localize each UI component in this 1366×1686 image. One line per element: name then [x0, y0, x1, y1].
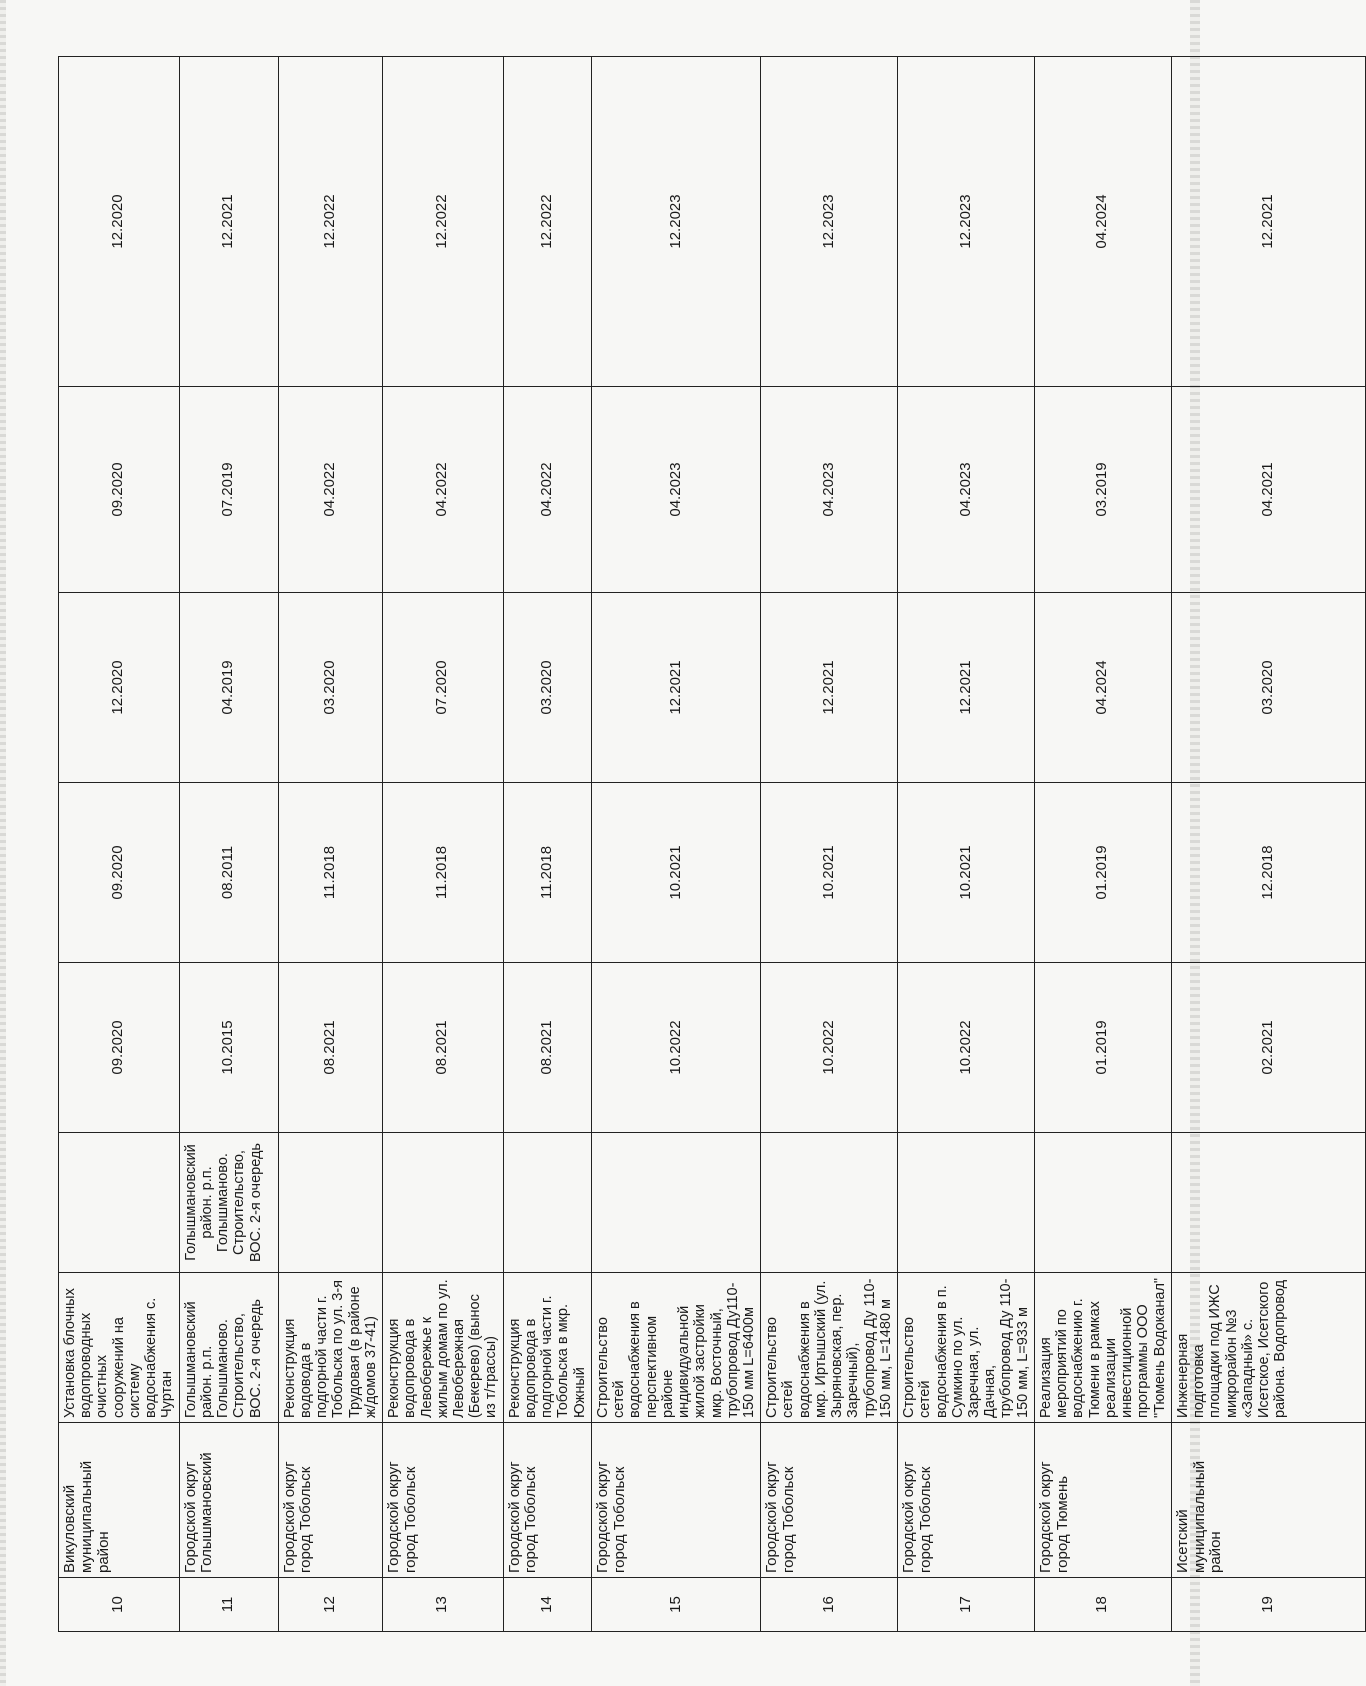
project-name-cell: Реконструкция водовода в подгорной части г. Тобольска по ул. 3-я Трудовая (в районе ж/домов 37-41)	[278, 1273, 382, 1423]
date-cell-2: 12.2018	[1171, 783, 1365, 963]
date-cell-5: 12.2023	[898, 57, 1035, 387]
row-number: 13	[383, 1578, 504, 1632]
municipality-cell: Городской округ город Тюмень	[1034, 1423, 1171, 1578]
project-name-cell: Реконструкция водопровода в подгорной части г. Тобольска в мкр. Южный	[503, 1273, 591, 1423]
project-name-cell: Реализация мероприятий по водоснабжению г. Тюмени в рамках реализации инвестиционной программы ООО "Тюмень Водоканал"	[1034, 1273, 1171, 1423]
table-body	[59, 57, 1366, 1632]
date-cell-4: 04.2023	[761, 387, 898, 593]
date-cell-2: 11.2018	[278, 783, 382, 963]
row-number: 19	[1171, 1578, 1365, 1632]
row-number: 14	[503, 1578, 591, 1632]
date-cell-5: 12.2021	[1171, 57, 1365, 387]
date-cell-5: 12.2020	[59, 57, 180, 387]
date-cell-5: 12.2022	[503, 57, 591, 387]
date-cell-2: 08.2011	[179, 783, 278, 963]
table-row	[383, 57, 504, 1632]
table-row	[278, 57, 382, 1632]
project-name-cell: Строительство сетей водоснабжения в п. Сумкино по ул. Заречная, ул. Дачная, трубопровод Ду 110-150 мм, L=933 м	[898, 1273, 1035, 1423]
municipality-cell: Городской округ город Тобольск	[383, 1423, 504, 1578]
federal-project-cell	[503, 1133, 591, 1273]
date-cell-4: 04.2023	[591, 387, 760, 593]
date-cell-1: 10.2022	[761, 963, 898, 1133]
date-cell-3: 12.2021	[591, 593, 760, 783]
date-cell-2: 10.2021	[898, 783, 1035, 963]
rotated-table-container	[58, 57, 1289, 1632]
row-number: 16	[761, 1578, 898, 1632]
federal-project-cell	[59, 1133, 180, 1273]
date-cell-3: 07.2020	[383, 593, 504, 783]
date-cell-3: 12.2021	[898, 593, 1035, 783]
date-cell-3: 03.2020	[503, 593, 591, 783]
date-cell-1: 09.2020	[59, 963, 180, 1133]
federal-project-cell: Голышмановский район. р.п. Голышманово. Строительство, ВОС. 2-я очередь	[179, 1133, 278, 1273]
municipality-cell: Городской округ город Тобольск	[761, 1423, 898, 1578]
date-cell-3: 03.2020	[278, 593, 382, 783]
federal-project-cell	[1034, 1133, 1171, 1273]
project-name-cell: Реконструкция водопровода в Левобережье к жилым домам по ул. Левобережная (Бекерево) (вынос из т/трассы)	[383, 1273, 504, 1423]
date-cell-5: 04.2024	[1034, 57, 1171, 387]
table-row	[761, 57, 898, 1632]
date-cell-2: 11.2018	[383, 783, 504, 963]
date-cell-3: 03.2020	[1171, 593, 1365, 783]
row-number: 11	[179, 1578, 278, 1632]
date-cell-5: 12.2022	[383, 57, 504, 387]
table-row	[591, 57, 760, 1632]
date-cell-4: 04.2022	[503, 387, 591, 593]
municipality-cell: Исетский муниципальный район	[1171, 1423, 1365, 1578]
federal-project-cell	[278, 1133, 382, 1273]
date-cell-4: 09.2020	[59, 387, 180, 593]
date-cell-5: 12.2021	[179, 57, 278, 387]
table-row	[1171, 57, 1365, 1632]
federal-project-cell	[761, 1133, 898, 1273]
date-cell-2: 11.2018	[503, 783, 591, 963]
row-number: 18	[1034, 1578, 1171, 1632]
date-cell-2: 10.2021	[761, 783, 898, 963]
date-cell-1: 10.2015	[179, 963, 278, 1133]
date-cell-1: 08.2021	[383, 963, 504, 1133]
municipality-cell: Викуловский муниципальный район	[59, 1423, 180, 1578]
date-cell-4: 04.2022	[383, 387, 504, 593]
municipality-cell: Городской округ город Тобольск	[898, 1423, 1035, 1578]
table-row	[59, 57, 180, 1632]
date-cell-2: 10.2021	[591, 783, 760, 963]
table-row	[1034, 57, 1171, 1632]
date-cell-5: 12.2022	[278, 57, 382, 387]
date-cell-4: 04.2021	[1171, 387, 1365, 593]
federal-project-cell	[591, 1133, 760, 1273]
project-name-cell: Строительство сетей водоснабжения в мкр. Иртышский (ул. Зыряновская, пер. Заречный), трубопровод Ду 110-150 мм, L=1480 м	[761, 1273, 898, 1423]
date-cell-3: 12.2021	[761, 593, 898, 783]
row-number: 10	[59, 1578, 180, 1632]
row-number: 15	[591, 1578, 760, 1632]
project-name-cell: Инженерная подготовка площадки под ИЖС микрорайон №3 «Западный» с. Исетское, Исетского района. Водопровод	[1171, 1273, 1365, 1423]
date-cell-5: 12.2023	[761, 57, 898, 387]
row-number: 12	[278, 1578, 382, 1632]
project-name-cell: Строительство сетей водоснабжения в перспективном районе индивидуальной жилой застройки мкр. Восточный, трубопровод Ду110-150 мм L=6400м	[591, 1273, 760, 1423]
municipality-cell: Городской округ город Тобольск	[503, 1423, 591, 1578]
date-cell-1: 01.2019	[1034, 963, 1171, 1133]
federal-project-cell	[898, 1133, 1035, 1273]
table-row	[179, 57, 278, 1632]
date-cell-1: 08.2021	[278, 963, 382, 1133]
scan-edge-left	[0, 0, 6, 1686]
project-name-cell: Голышмановский район. р.п. Голышманово. Строительство, ВОС. 2-я очередь	[179, 1273, 278, 1423]
projects-table	[58, 56, 1366, 1632]
federal-project-cell	[383, 1133, 504, 1273]
date-cell-2: 01.2019	[1034, 783, 1171, 963]
date-cell-1: 10.2022	[898, 963, 1035, 1133]
table-row	[898, 57, 1035, 1632]
municipality-cell: Городской округ город Тобольск	[591, 1423, 760, 1578]
municipality-cell: Городской округ Голышмановский	[179, 1423, 278, 1578]
federal-project-cell	[1171, 1133, 1365, 1273]
date-cell-3: 04.2019	[179, 593, 278, 783]
date-cell-4: 04.2022	[278, 387, 382, 593]
date-cell-3: 12.2020	[59, 593, 180, 783]
date-cell-5: 12.2023	[591, 57, 760, 387]
municipality-cell: Городской округ город Тобольск	[278, 1423, 382, 1578]
date-cell-4: 03.2019	[1034, 387, 1171, 593]
date-cell-1: 10.2022	[591, 963, 760, 1133]
date-cell-3: 04.2024	[1034, 593, 1171, 783]
project-name-cell: Установка блочных водопроводных очистных сооружений на систему водоснабжения с. Чуртан	[59, 1273, 180, 1423]
date-cell-1: 02.2021	[1171, 963, 1365, 1133]
table-row	[503, 57, 591, 1632]
date-cell-4: 07.2019	[179, 387, 278, 593]
row-number: 17	[898, 1578, 1035, 1632]
date-cell-4: 04.2023	[898, 387, 1035, 593]
date-cell-2: 09.2020	[59, 783, 180, 963]
date-cell-1: 08.2021	[503, 963, 591, 1133]
